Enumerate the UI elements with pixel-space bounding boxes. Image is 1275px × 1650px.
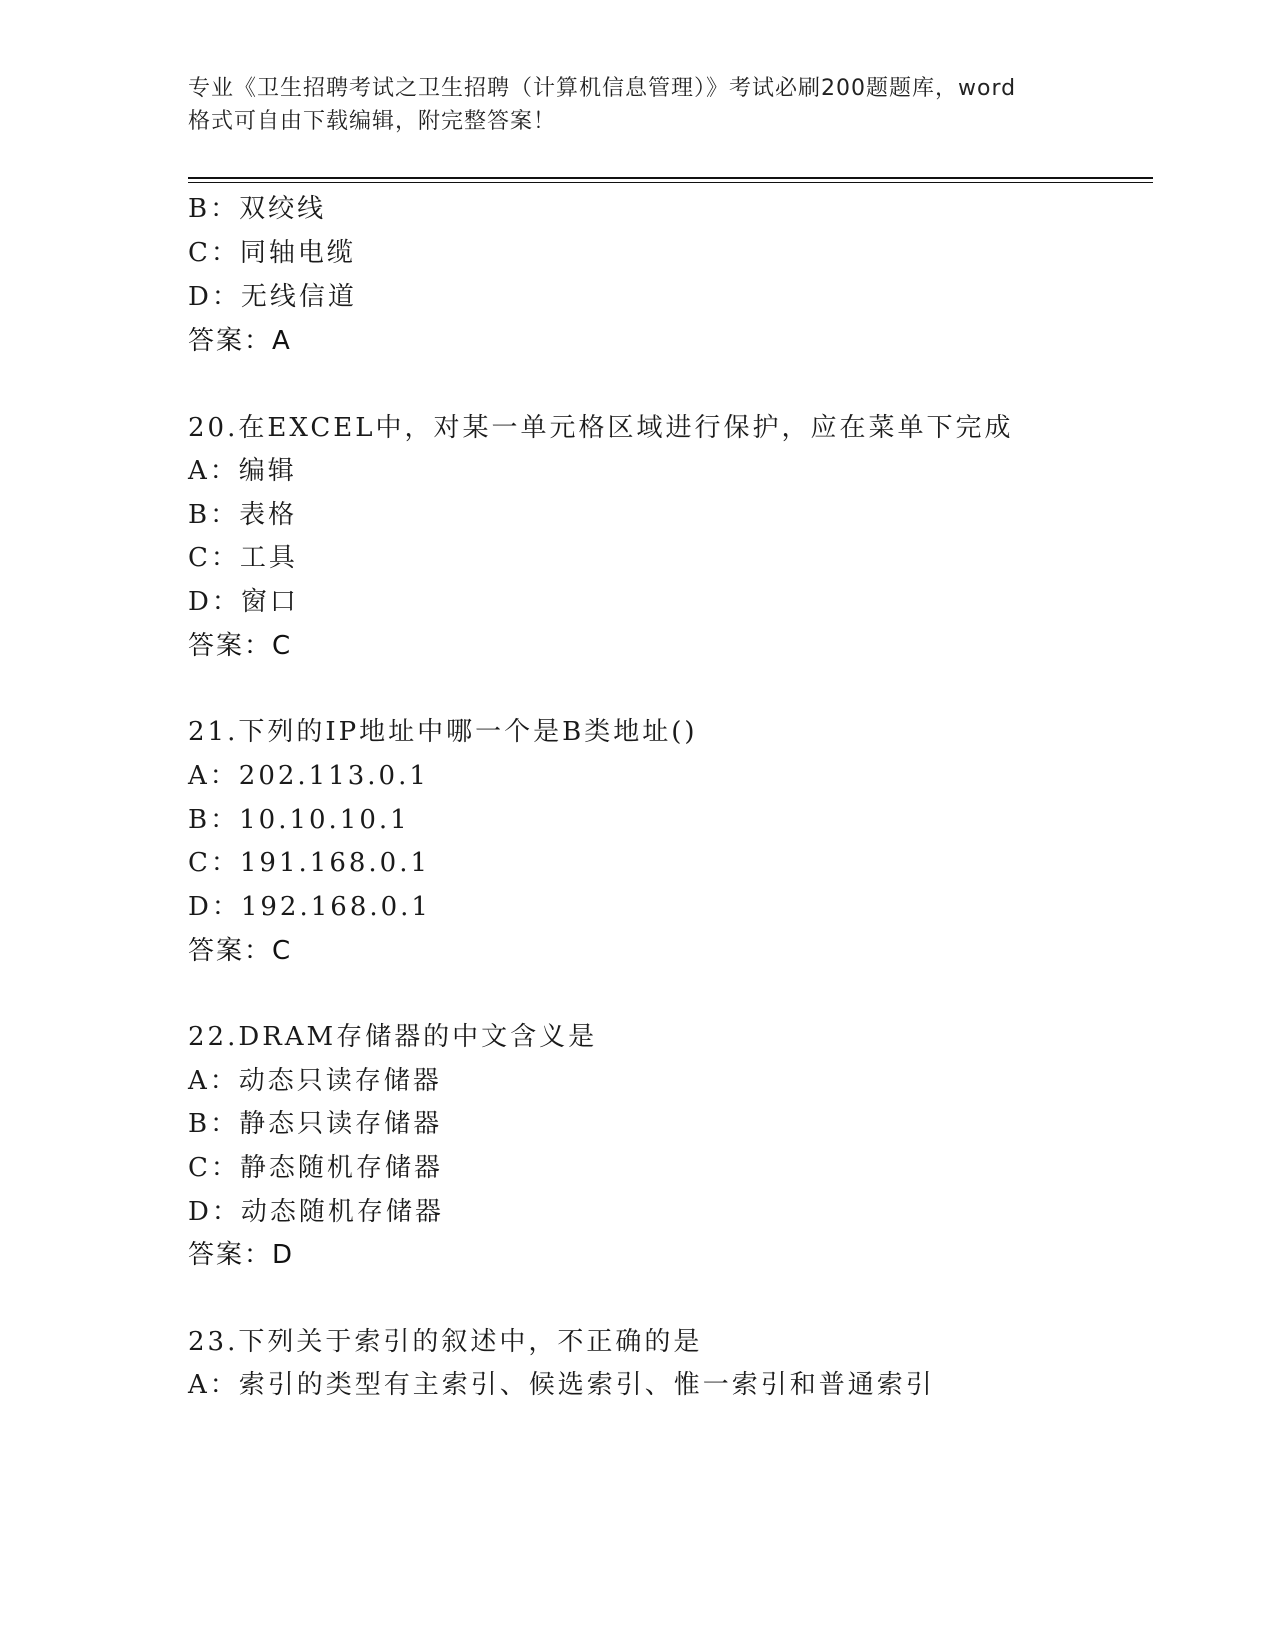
q19-option-c: C：同轴电缆 (188, 238, 356, 268)
q20-option-a: A：编辑 (188, 456, 297, 486)
header-divider-thick (188, 177, 1153, 179)
header-title-line-1: 专业《卫生招聘考试之卫生招聘（计算机信息管理）》考试必刷200题题库，word (188, 76, 1017, 101)
q23-option-a: A：索引的类型有主索引、候选索引、惟一索引和普通索引 (188, 1370, 935, 1400)
q22-answer: 答案：D (188, 1240, 295, 1270)
header-title-line-2: 格式可自由下载编辑，附完整答案！ (188, 109, 557, 134)
q19-option-d: D：无线信道 (188, 282, 357, 312)
q21-answer: 答案：C (188, 936, 293, 966)
header-divider-thin (188, 182, 1153, 183)
q20-question: 20.在EXCEL中，对某一单元格区域进行保护，应在菜单下完成 (188, 413, 1014, 443)
q19-option-b: B：双绞线 (188, 194, 327, 224)
q21-option-c: C：191.168.0.1 (188, 848, 431, 878)
q22-option-b: B：静态只读存储器 (188, 1109, 443, 1139)
q21-question: 21.下列的IP地址中哪一个是B类地址() (188, 717, 698, 747)
q20-option-b: B：表格 (188, 500, 298, 530)
q22-option-c: C：静态随机存储器 (188, 1153, 443, 1183)
q22-option-a: A：动态只读存储器 (188, 1066, 442, 1096)
q19-answer: 答案：A (188, 326, 292, 356)
q20-option-c: C：工具 (188, 543, 298, 573)
q20-answer: 答案：C (188, 631, 293, 661)
q22-question: 22.DRAM存储器的中文含义是 (188, 1022, 598, 1052)
q21-option-b: B：10.10.10.1 (188, 805, 410, 835)
document-header (188, 72, 1088, 138)
q22-option-d: D：动态随机存储器 (188, 1197, 444, 1227)
q21-option-a: A：202.113.0.1 (188, 761, 429, 791)
q21-option-d: D：192.168.0.1 (188, 892, 431, 922)
q23-question: 23.下列关于索引的叙述中，不正确的是 (188, 1327, 703, 1357)
q20-option-d: D：窗口 (188, 587, 299, 617)
